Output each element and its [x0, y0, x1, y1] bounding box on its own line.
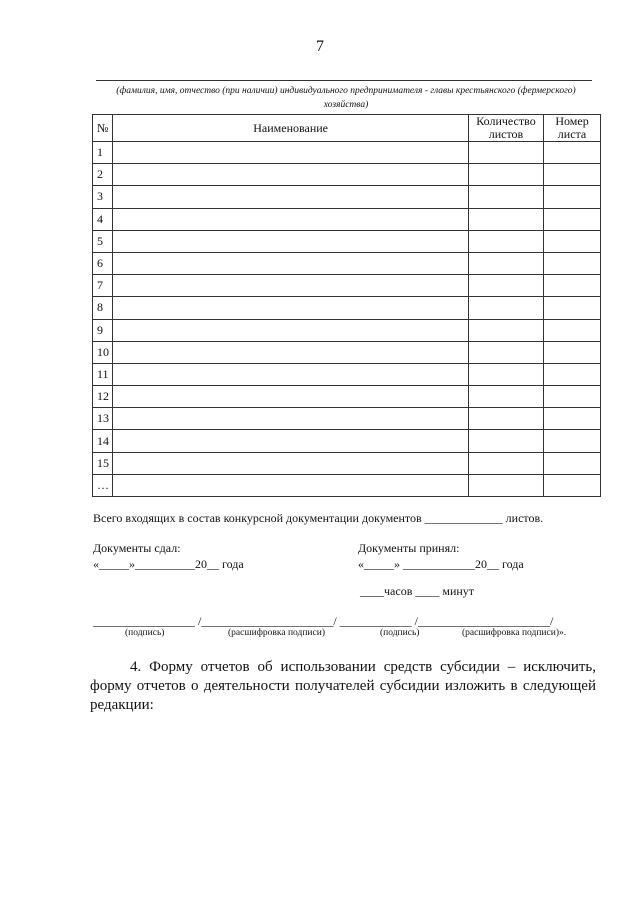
row-sheet-count-cell[interactable] — [468, 474, 543, 496]
row-sheet-count-cell[interactable] — [468, 452, 543, 474]
table-row — [93, 341, 601, 363]
signature-caption-2: (подпись) — [380, 628, 420, 638]
row-number: … — [93, 474, 113, 496]
documents-table — [92, 114, 601, 497]
row-sheet-count-cell[interactable] — [468, 430, 543, 452]
row-sheet-count-cell[interactable] — [468, 230, 543, 252]
row-name-cell[interactable] — [113, 319, 468, 341]
row-sheet-count-cell[interactable] — [468, 252, 543, 274]
row-sheet-number-cell[interactable] — [544, 252, 601, 274]
row-number: 3 — [93, 186, 113, 208]
row-name-cell[interactable] — [113, 275, 468, 297]
header-sheet-number: Номер листа — [544, 115, 601, 142]
received-label: Документы принял: — [358, 541, 460, 555]
row-sheet-count-cell[interactable] — [468, 408, 543, 430]
decryption-caption-1: (расшифровка подписи) — [228, 628, 325, 638]
received-date: «_____» ____________20__ года — [358, 557, 524, 571]
table-row — [93, 386, 601, 408]
table-row — [93, 230, 601, 252]
row-name-cell[interactable] — [113, 430, 468, 452]
received-block — [358, 540, 524, 572]
amendment-paragraph: 4. Форму отчетов об использовании средств субсидии – исключить, форму отчетов о деятельности получателей субсидии изложить в следующей редакции: — [90, 659, 596, 713]
name-caption: (фамилия, имя, отчество (при наличии) индивидуального предпринимателя - главы крестьянского (фермерского) хозяйства) — [116, 86, 576, 110]
signature-caption-1: (подпись) — [125, 628, 165, 638]
row-number: 15 — [93, 452, 113, 474]
row-name-cell[interactable] — [113, 252, 468, 274]
table-row — [93, 252, 601, 274]
row-name-cell[interactable] — [113, 408, 468, 430]
row-name-cell[interactable] — [113, 230, 468, 252]
row-sheet-count-cell[interactable] — [468, 164, 543, 186]
row-sheet-count-cell[interactable] — [468, 142, 543, 164]
row-name-cell[interactable] — [113, 363, 468, 385]
header-sheet-count: Количество листов — [468, 115, 543, 142]
row-sheet-number-cell[interactable] — [544, 474, 601, 496]
row-name-cell[interactable] — [113, 208, 468, 230]
row-sheet-count-cell[interactable] — [468, 319, 543, 341]
decryption-caption-2: (расшифровка подписи)». — [462, 628, 567, 638]
row-sheet-count-cell[interactable] — [468, 363, 543, 385]
handed-block — [93, 540, 244, 572]
row-number: 11 — [93, 363, 113, 385]
row-name-cell[interactable] — [113, 452, 468, 474]
header-name: Наименование — [113, 115, 468, 142]
table-row — [93, 208, 601, 230]
row-number: 7 — [93, 275, 113, 297]
row-sheet-count-cell[interactable] — [468, 208, 543, 230]
row-sheet-number-cell[interactable] — [544, 341, 601, 363]
row-sheet-count-cell[interactable] — [468, 297, 543, 319]
table-header-row — [93, 115, 601, 142]
table-row — [93, 275, 601, 297]
table-row — [93, 297, 601, 319]
row-number: 10 — [93, 341, 113, 363]
row-sheet-count-cell[interactable] — [468, 341, 543, 363]
row-name-cell[interactable] — [113, 164, 468, 186]
time-line: ____часов ____ минут — [360, 584, 475, 598]
row-sheet-number-cell[interactable] — [544, 430, 601, 452]
row-number: 5 — [93, 230, 113, 252]
handed-date: «_____»__________20__ года — [93, 557, 244, 571]
table-row — [93, 363, 601, 385]
row-sheet-number-cell[interactable] — [544, 164, 601, 186]
header-number: № — [93, 115, 113, 142]
row-number: 14 — [93, 430, 113, 452]
row-sheet-number-cell[interactable] — [544, 408, 601, 430]
row-sheet-number-cell[interactable] — [544, 386, 601, 408]
table-row — [93, 142, 601, 164]
row-number: 9 — [93, 319, 113, 341]
row-sheet-number-cell[interactable] — [544, 319, 601, 341]
row-name-cell[interactable] — [113, 341, 468, 363]
table-row — [93, 186, 601, 208]
row-sheet-number-cell[interactable] — [544, 142, 601, 164]
page-number: 7 — [316, 38, 324, 55]
row-sheet-number-cell[interactable] — [544, 363, 601, 385]
row-number: 12 — [93, 386, 113, 408]
table-row — [93, 474, 601, 496]
table-row — [93, 452, 601, 474]
row-number: 6 — [93, 252, 113, 274]
row-sheet-count-cell[interactable] — [468, 186, 543, 208]
table-row — [93, 319, 601, 341]
row-name-cell[interactable] — [113, 186, 468, 208]
row-name-cell[interactable] — [113, 474, 468, 496]
row-sheet-number-cell[interactable] — [544, 297, 601, 319]
row-sheet-number-cell[interactable] — [544, 275, 601, 297]
row-sheet-number-cell[interactable] — [544, 452, 601, 474]
signature-line: _________________ /______________________/ ____________ /______________________/ — [93, 614, 554, 628]
table-row — [93, 408, 601, 430]
name-fill-line — [96, 80, 592, 81]
table-row — [93, 430, 601, 452]
row-name-cell[interactable] — [113, 142, 468, 164]
row-sheet-count-cell[interactable] — [468, 386, 543, 408]
row-sheet-number-cell[interactable] — [544, 186, 601, 208]
row-name-cell[interactable] — [113, 386, 468, 408]
row-sheet-number-cell[interactable] — [544, 208, 601, 230]
row-number: 8 — [93, 297, 113, 319]
table-row — [93, 164, 601, 186]
row-number: 4 — [93, 208, 113, 230]
row-name-cell[interactable] — [113, 297, 468, 319]
row-sheet-number-cell[interactable] — [544, 230, 601, 252]
handed-label: Документы сдал: — [93, 541, 181, 555]
row-number: 1 — [93, 142, 113, 164]
row-number: 13 — [93, 408, 113, 430]
row-number: 2 — [93, 164, 113, 186]
row-sheet-count-cell[interactable] — [468, 275, 543, 297]
total-documents-line: Всего входящих в состав конкурсной документации документов _____________ листов. — [93, 511, 544, 525]
